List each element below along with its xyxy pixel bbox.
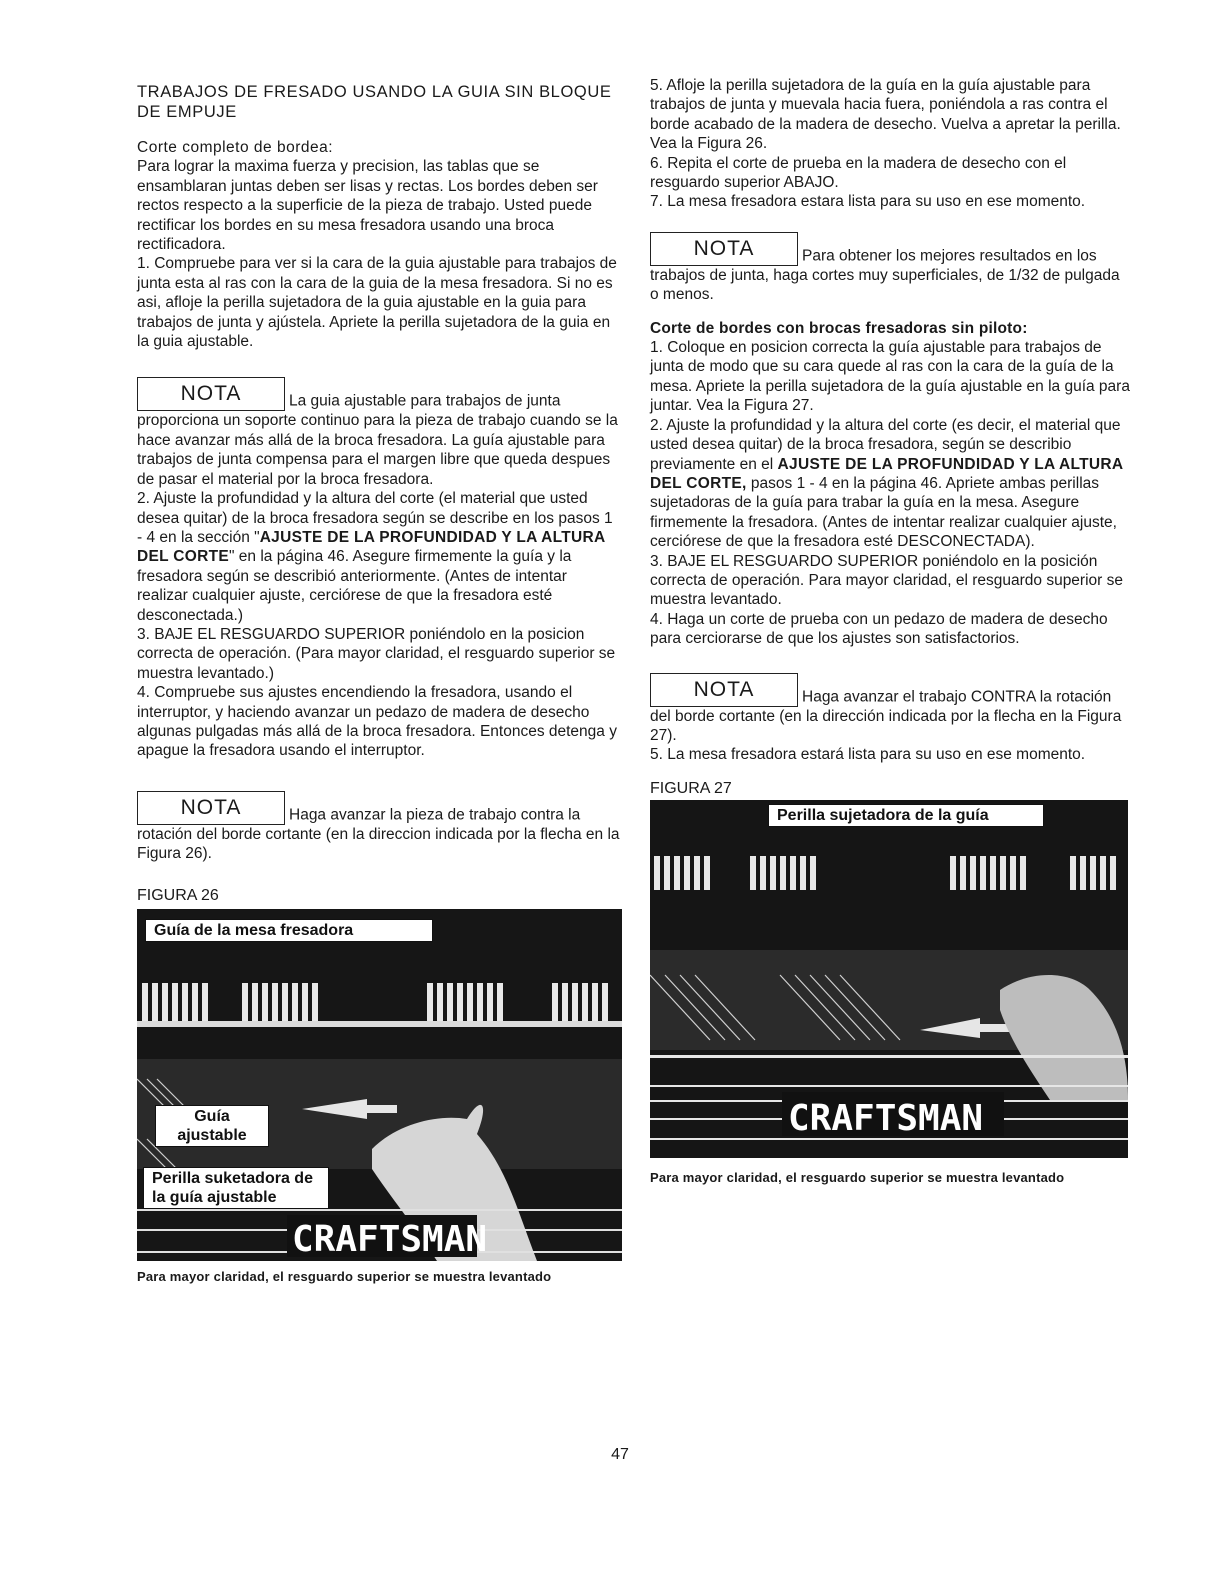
- section-heading: TRABAJOS DE FRESADO USANDO LA GUIA SIN BLOQUE DE EMPUJE: [137, 83, 612, 121]
- step-2: [137, 489, 622, 625]
- nota-box: NOTA: [137, 791, 285, 825]
- step-2-text-a: 2. Ajuste la profundidad y la altura del corte (el material que usted desea quitar) de la broca fresadora según se describe en los pasos 1 - 4 en la sección ": [137, 490, 613, 546]
- step-2-text-b: " en la página 46. Asegure firmemente la guía y la fresadora según se describió anteriormente. (Antes de intentar realizar cualquier ajuste, cerciórese de que la fresadora esté desconectada.): [137, 548, 572, 624]
- callout-guia-mesa: Guía de la mesa fresadora: [145, 919, 433, 942]
- page-number: 47: [611, 1446, 629, 1463]
- right-step-3: 3. BAJE EL RESGUARDO SUPERIOR poniéndolo en la posición correcta de operación. Para mayor claridad, el resguardo superior se muestra levantado.: [650, 552, 1123, 609]
- callout-perilla-sujetadora: Perilla sujetadora de la guía: [768, 804, 1044, 827]
- right-column: [650, 76, 1130, 1188]
- figure-26-caption: Para mayor claridad, el resguardo superior se muestra levantado: [137, 1269, 552, 1284]
- craftsman-logo: CRAFTSMAN: [788, 1098, 984, 1140]
- figure-27-caption: Para mayor claridad, el resguardo superior se muestra levantado: [650, 1170, 1065, 1186]
- nota-block-2: [137, 791, 622, 864]
- right-step-2-text-b: pasos 1 - 4 en la página 46. Apriete ambas perillas sujetadoras de la guía para trabar la guía en la mesa. Asegure firmemente la fresadora. (Antes de intentar realizar cualquier ajuste, cerciórese de que la fresadora esté DESCONECTADA).: [650, 474, 1117, 551]
- right-step-2: [650, 416, 1130, 552]
- nota-block-1: [137, 377, 622, 489]
- nota-box: NOTA: [650, 673, 798, 707]
- right-step-5: 5. La mesa fresadora estará lista para su uso en ese momento.: [650, 746, 1086, 764]
- step-4: 4. Compruebe sus ajustes encendiendo la fresadora, usando el interruptor, y haciendo avanzar un pedazo de madera de desecho algunas pulgadas más allá de la broca fresadora. Entonces detenga y apague la fresadora usando el interruptor.: [137, 684, 617, 760]
- right-step-2-bold: AJUSTE DE LA PROFUNDIDAD Y LA ALTURA DEL CORTE,: [650, 455, 1123, 492]
- right-step-2-text-a: 2. Ajuste la profundidad y la altura del corte (es decir, el material que usted desea quitar) de la broca fresadora, según se describio previamente en el: [650, 416, 1121, 473]
- nota-box: NOTA: [137, 377, 285, 411]
- step-5: 5. Afloje la perilla sujetadora de la guía en la guía ajustable para trabajos de junta y muevala hacia fuera, poniéndola a ras contra el borde acabado de la madera de desecho. Vuelva a apretar la perilla. Vea la Figura 26.: [650, 77, 1121, 153]
- right-step-4: 4. Haga un corte de prueba con un pedazo de madera de desecho para cerciorarse de que los ajustes son satisfactorios.: [650, 610, 1108, 648]
- figure-27-label: FIGURA 27: [650, 779, 732, 797]
- figure-26-label: FIGURA 26: [137, 886, 219, 904]
- nota-block-4: [650, 673, 1130, 746]
- step-6: 6. Repita el corte de prueba en la madera de desecho con el resguardo superior ABAJO.: [650, 154, 1067, 192]
- craftsman-logo: CRAFTSMAN: [292, 1219, 488, 1260]
- right-step-1: 1. Coloque en posicion correcta la guía ajustable para trabajos de junta de modo que su cara quede al ras con la cara de la guía de la mesa. Apriete la perilla sujetadora de la guía ajustable en la guía para juntar. Vea la Figura 27.: [650, 339, 1130, 415]
- step-2-bold: AJUSTE DE LA PROFUNDIDAD Y LA ALTURA DEL CORTE: [137, 528, 605, 566]
- nota-text: Haga avanzar el trabajo CONTRA la rotación del borde cortante (en la dirección indicada por la flecha en la Figura 27).: [650, 688, 1122, 744]
- nota-text: Haga avanzar la pieza de trabajo contra la rotación del borde cortante (en la direccion indicada por la flecha en la Figura 26).: [137, 806, 620, 863]
- figure-26-photo: [137, 909, 622, 1261]
- step-1: 1. Compruebe para ver si la cara de la guia ajustable para trabajos de junta esta al ras con la cara de la guia de la mesa fresadora. Si no es asi, afloje la perilla sujetadora de la guia ajustable en la guia para trabajos de junta y ajústela. Apriete la perilla sujetadora de la guia en la guia ajustable.: [137, 255, 617, 351]
- left-column: [137, 78, 622, 1286]
- callout-perilla: Perilla suketadora de la guía ajustable: [143, 1167, 329, 1209]
- subheading-corte-completo: Corte completo de bordea:: [137, 139, 334, 156]
- figure-27-illustration: [650, 800, 1128, 1158]
- nota-block-3: [650, 232, 1130, 305]
- step-7: 7. La mesa fresadora estara lista para su uso en ese momento.: [650, 193, 1086, 211]
- intro-paragraph: Para lograr la maxima fuerza y precision, las tablas que se ensamblaran juntas deben ser lisas y rectas. Los bordes deben ser rectos respecto a la superficie de la pieza de trabajo. Usted puede rectificar los bordes en su mesa fresadora usando una broca rectificadora.: [137, 158, 598, 254]
- nota-text: La guia ajustable para trabajos de junta proporciona un soporte continuo para la pieza de trabajo cuando se la hace avanzar más allá de la broca fresadora. La guía ajustable para trabajos de junta compensa para el margen libre que queda despues de pasar el material por la broca fresadora.: [137, 393, 618, 488]
- figure-27-photo: [650, 800, 1128, 1158]
- nota-text: Para obtener los mejores resultados en los trabajos de junta, haga cortes muy superficiales, de 1/32 de pulgada o menos.: [650, 247, 1120, 304]
- subheading-brocas-sin-piloto: Corte de bordes con brocas fresadoras sin piloto:: [650, 319, 1028, 337]
- callout-guia-ajustable: Guía ajustable: [155, 1105, 269, 1147]
- step-3: 3. BAJE EL RESGUARDO SUPERIOR poniéndolo en la posicion correcta de operación. (Para mayor claridad, el resguardo superior se muestra levantado.): [137, 625, 616, 682]
- nota-box: NOTA: [650, 232, 798, 266]
